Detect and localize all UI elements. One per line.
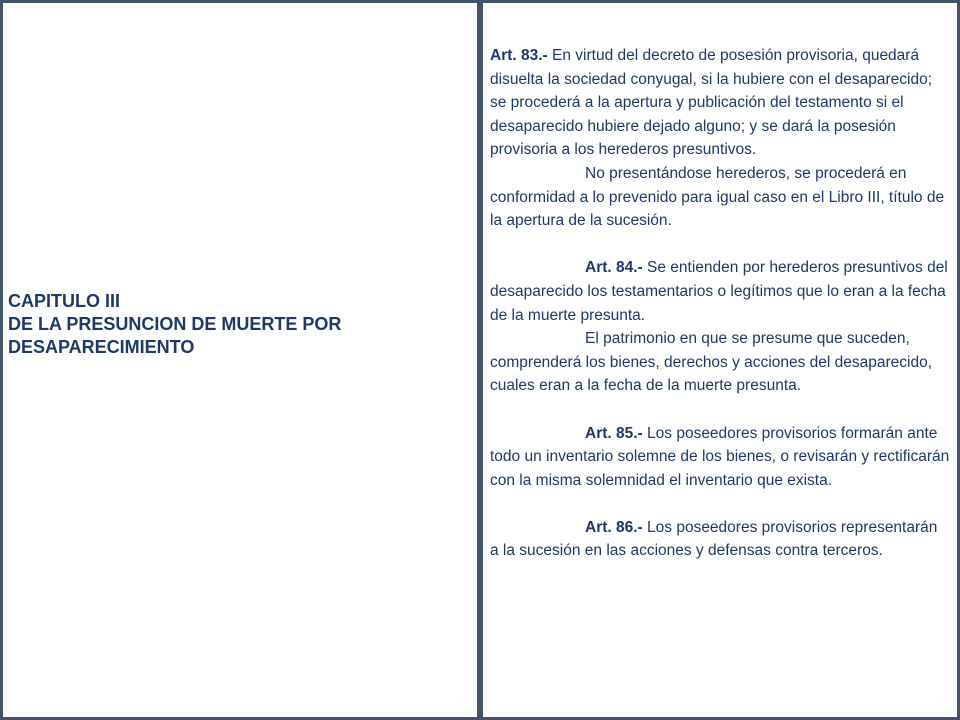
article-86-label: Art. 86.- [585,518,643,536]
article-86-paragraph [490,516,950,563]
article-83-continuation: No presentándose herederos, se procederá en conformidad a lo prevenido para igual caso en el Libro III, título de la apertura de la sucesión. [490,164,945,230]
article-84-paragraph [490,256,950,327]
article-83-label: Art. 83.- [490,47,548,64]
article-85-label: Art. 85.- [585,424,643,442]
article-text-block [490,44,950,563]
chapter-title-line-2: DESAPARECIMIENTO [8,337,195,357]
chapter-title-line-1: DE LA PRESUNCION DE MUERTE POR [8,314,342,334]
article-85-text: Los poseedores provisorios formarán ante todo un inventario solemne de los bienes, o revisarán y rectificarán con la misma solemnidad el inventario que exista. [490,424,950,489]
article-86-text: Los poseedores provisorios representarán a la sucesión en las acciones y defensas contra terceros. [490,518,938,560]
article-85-paragraph [490,422,950,493]
chapter-heading [8,290,468,359]
article-84-label: Art. 84.- [585,259,643,277]
article-83-paragraph [490,44,950,162]
article-84-continuation: El patrimonio en que se presume que suceden, comprenderá los bienes, derechos y acciones del desaparecido, cuales eran a la fecha de la muerte presunta. [490,330,933,395]
article-84-text: Se entienden por herederos presuntivos del desaparecido los testamentarios o legítimos que lo eran a la fecha de la muerte presunta. [490,259,948,324]
chapter-number: CAPITULO III [8,291,120,311]
article-83-text: En virtud del decreto de posesión provisoria, quedará disuelta la sociedad conyugal, si la hubiere con el desaparecido; se procederá a la apertura y publicación del testamento si el desaparecido hubiere dejado alguno; y se dará la posesión provisoria a los herederos presuntivos. [490,47,933,159]
